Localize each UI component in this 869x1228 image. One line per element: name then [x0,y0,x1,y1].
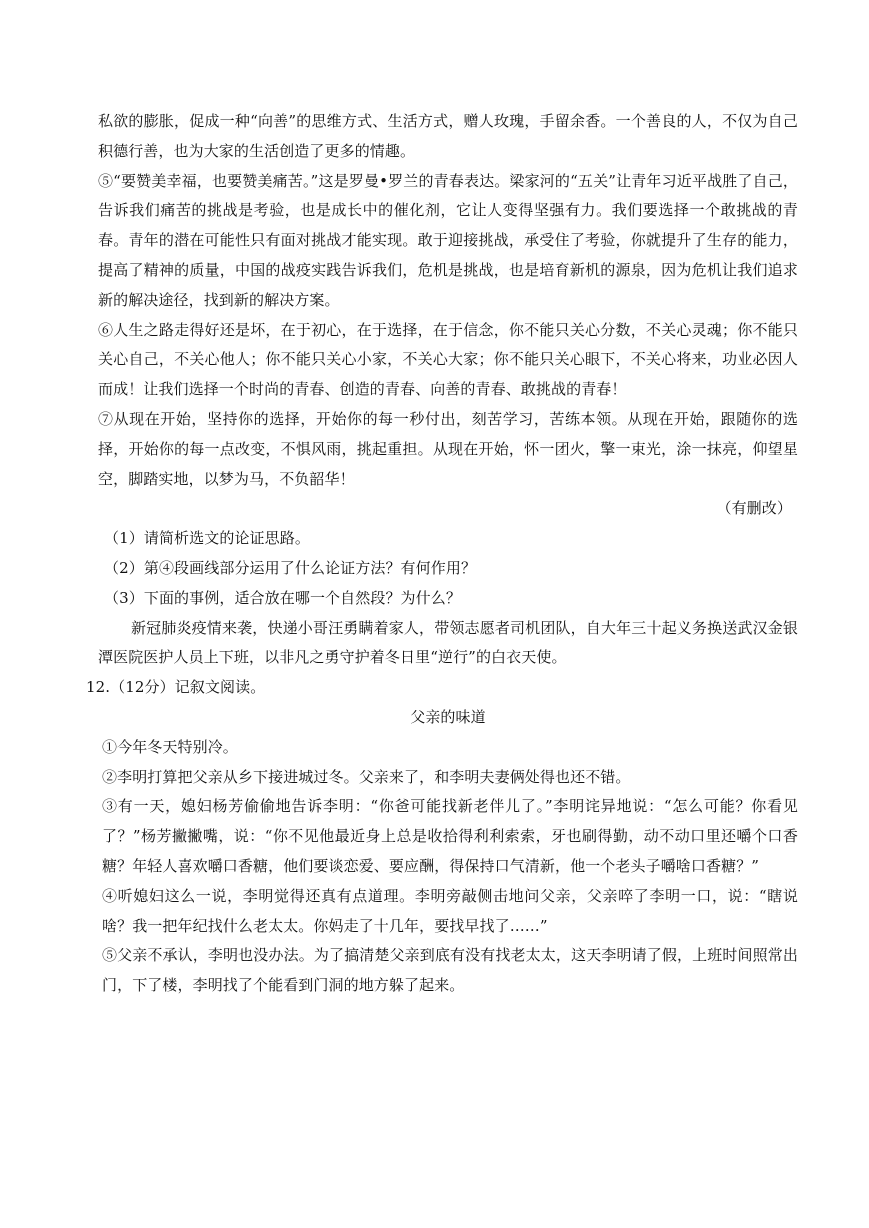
document-body [86,107,798,1001]
story-paragraph-4: ④听媳妇这么一说，李明觉得还真有点道理。李明旁敲侧击地问父亲，父亲啐了李明一口，说：“瞎说啥？我一把年纪找什么老太太。你妈走了十几年，要找早找了……” [102,886,798,935]
story-paragraph-5: ⑤父亲不承认，李明也没办法。为了搞清楚父亲到底有没有找老太太，这天李明请了假，上班时间照常出门，下了楼，李明找了个能看到门洞的地方躲了起来。 [102,946,798,995]
story-paragraph-1: ①今年冬天特别冷。 [102,737,238,756]
question-3: （3）下面的事例，适合放在哪一个自然段？为什么？ [104,588,461,607]
paragraph-5: ⑤“要赞美幸福，也要赞美痛苦。”这是罗曼•罗兰的青春表达。梁家河的“五关”让青年习近平战胜了自己，告诉我们痛苦的挑战是考验，也是成长中的催化剂，它让人变得坚强有力。我们要选择一个敢挑战的青春。青年的潜在可能性只有面对挑战才能实现。敢于迎接挑战，承受住了考验，你就提升了生存的能力，提高了精神的质量，中国的战疫实践告诉我们，危机是挑战，也是培育新机的源泉，因为危机让我们追求新的解决途径，找到新的解决方案。 [98,171,798,309]
story-paragraph-2: ②李明打算把父亲从乡下接进城过冬。父亲来了，和李明夫妻俩处得也还不错。 [102,767,631,786]
source-note: （有删改） [716,499,792,518]
question-2: （2）第④段画线部分运用了什么论证方法？有何作用？ [104,558,477,577]
story-paragraph-3: ③有一天，媳妇杨芳偷偷地告诉李明：“你爸可能找新老伴儿了。”李明诧异地说：“怎么可能？你看见了？”杨芳撇撇嘴，说：“你不见他最近身上总是收拾得利利索索，牙也刷得勤，动不动口里还嚼个口香糖？年轻人喜欢嚼口香糖，他们要谈恋爱、要应酬，得保持口气清新，他一个老头子嚼啥口香糖？” [102,797,798,875]
example-text: 新冠肺炎疫情来袭，快递小哥汪勇瞒着家人，带领志愿者司机团队，自大年三十起义务换送武汉金银潭医院医护人员上下班，以非凡之勇守护着冬日里“逆行”的白衣天使。 [98,618,798,667]
question-1: （1）请简析选文的论证思路。 [104,529,310,548]
question-12-header: 12.（12分）记叙文阅读。 [86,678,266,697]
paragraph-continued: 私欲的膨胀，促成一种“向善”的思维方式、生活方式，赠人玫瑰，手留余香。一个善良的人，不仅为自己积德行善，也为大家的生活创造了更多的情趣。 [98,112,798,160]
story-title: 父亲的味道 [410,707,486,726]
paragraph-6: ⑥人生之路走得好还是坏，在于初心，在于选择，在于信念，你不能只关心分数，不关心灵魂；你不能只关心自己，不关心他人；你不能只关心小家，不关心大家；你不能只关心眼下，不关心将来，功业必因人而成！让我们选择一个时尚的青春、创造的青春、向善的青春、敢挑战的青春！ [98,320,798,399]
paragraph-7: ⑦从现在开始，坚持你的选择，开始你的每一秒付出，刻苦学习，苦练本领。从现在开始，跟随你的选择，开始你的每一点改变，不惧风雨，挑起重担。从现在开始，怀一团火，擎一束光，涂一抹亮，仰望星空，脚踏实地，以梦为马，不负韶华！ [98,409,798,488]
